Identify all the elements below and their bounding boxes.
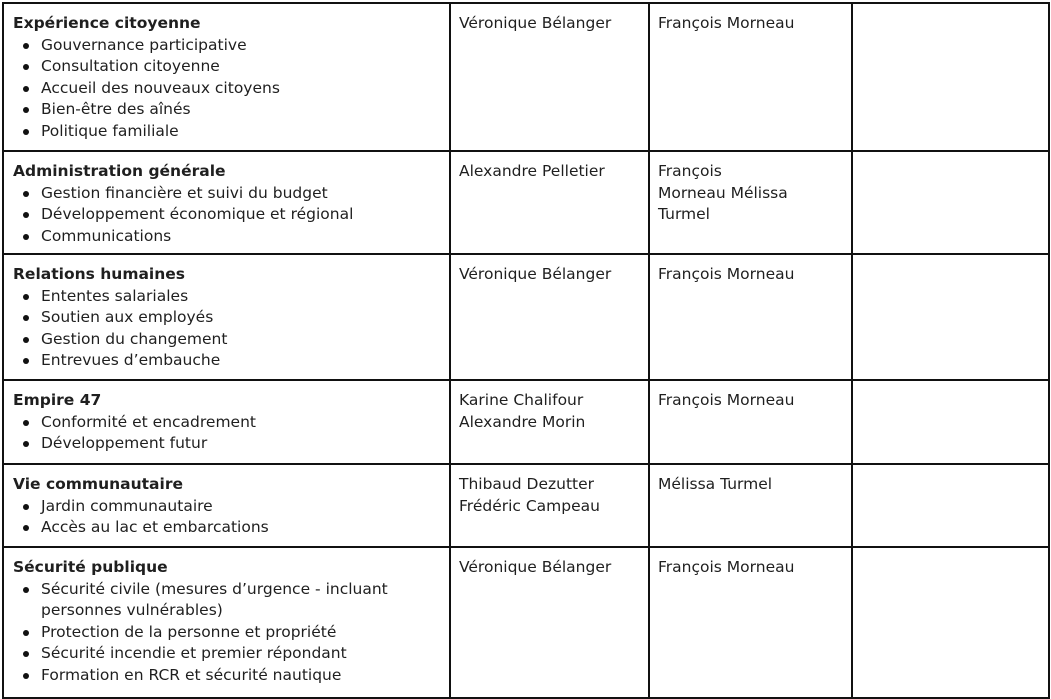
- section-item-list: [13, 496, 441, 539]
- empty-cell: [852, 464, 1049, 547]
- empty-cell: [852, 254, 1049, 380]
- substitute-name: François Morneau: [658, 14, 795, 32]
- section-cell: [3, 151, 450, 254]
- list-item: Accès au lac et embarcations: [13, 517, 441, 539]
- substitute-cell: [649, 151, 852, 254]
- councillor-cell: [450, 464, 649, 547]
- list-item: Gestion financière et suivi du budget: [13, 183, 441, 205]
- table-row: [3, 254, 1049, 380]
- section-title: Relations humaines: [13, 265, 186, 283]
- substitute-cell: [649, 380, 852, 464]
- section-title: Administration générale: [13, 162, 226, 180]
- list-item: Développement futur: [13, 433, 441, 455]
- section-title: Empire 47: [13, 391, 102, 409]
- list-item: Accueil des nouveaux citoyens: [13, 78, 441, 100]
- empty-cell: [852, 380, 1049, 464]
- list-item: Communications: [13, 226, 441, 248]
- substitute-cell: [649, 547, 852, 698]
- councillor-name: Véronique Bélanger: [459, 558, 612, 576]
- section-cell: [3, 3, 450, 151]
- list-item: Ententes salariales: [13, 286, 441, 308]
- section-item-list: [13, 183, 441, 248]
- list-item: Formation en RCR et sécurité nautique: [13, 665, 441, 687]
- table-row: [3, 547, 1049, 698]
- section-title: Vie communautaire: [13, 475, 183, 493]
- councillor-cell: [450, 151, 649, 254]
- section-item-list: [13, 286, 441, 372]
- table-row: [3, 3, 1049, 151]
- list-item: Sécurité incendie et premier répondant: [13, 643, 441, 665]
- list-item: Entrevues d’embauche: [13, 350, 441, 372]
- table-row: [3, 380, 1049, 464]
- councillor-cell: [450, 3, 649, 151]
- section-item-list: [13, 412, 441, 455]
- substitute-name: François Morneau: [658, 265, 795, 283]
- substitute-cell: [649, 464, 852, 547]
- section-cell: [3, 464, 450, 547]
- committee-table: [2, 2, 1050, 699]
- list-item: Bien-être des aînés: [13, 99, 441, 121]
- substitute-name: Turmel: [658, 205, 710, 223]
- list-item: Conformité et encadrement: [13, 412, 441, 434]
- section-cell: [3, 380, 450, 464]
- substitute-name: Mélissa Turmel: [658, 475, 773, 493]
- councillor-cell: [450, 254, 649, 380]
- list-item: Gouvernance participative: [13, 35, 441, 57]
- list-item: Jardin communautaire: [13, 496, 441, 518]
- list-item: Soutien aux employés: [13, 307, 441, 329]
- section-cell: [3, 254, 450, 380]
- list-item: Développement économique et régional: [13, 204, 441, 226]
- substitute-cell: [649, 254, 852, 380]
- councillor-name: Thibaud Dezutter: [459, 475, 595, 493]
- table-row: [3, 151, 1049, 254]
- section-cell: [3, 547, 450, 698]
- list-item: Gestion du changement: [13, 329, 441, 351]
- councillor-cell: [450, 547, 649, 698]
- councillor-name: Alexandre Morin: [459, 412, 586, 431]
- councillor-cell: [450, 380, 649, 464]
- councillor-name: Véronique Bélanger: [459, 14, 612, 32]
- list-item: Politique familiale: [13, 121, 441, 143]
- substitute-cell: [649, 3, 852, 151]
- substitute-name: Morneau Mélissa: [658, 183, 788, 202]
- section-item-list: [13, 35, 441, 143]
- empty-cell: [852, 3, 1049, 151]
- empty-cell: [852, 547, 1049, 698]
- substitute-name: François Morneau: [658, 391, 795, 409]
- list-item: Sécurité civile (mesures d’urgence - incluant personnes vulnérables): [13, 579, 441, 622]
- empty-cell: [852, 151, 1049, 254]
- section-title: Sécurité publique: [13, 558, 168, 576]
- substitute-name: François Morneau: [658, 558, 795, 576]
- councillor-name: Véronique Bélanger: [459, 265, 612, 283]
- table-row: [3, 464, 1049, 547]
- list-item: Consultation citoyenne: [13, 56, 441, 78]
- councillor-name: Karine Chalifour: [459, 391, 584, 409]
- section-title: Expérience citoyenne: [13, 14, 201, 32]
- councillor-name: Alexandre Pelletier: [459, 162, 605, 180]
- councillor-name: Frédéric Campeau: [459, 496, 600, 515]
- section-item-list: [13, 579, 441, 687]
- substitute-name: François: [658, 162, 722, 180]
- list-item: Protection de la personne et propriété: [13, 622, 441, 644]
